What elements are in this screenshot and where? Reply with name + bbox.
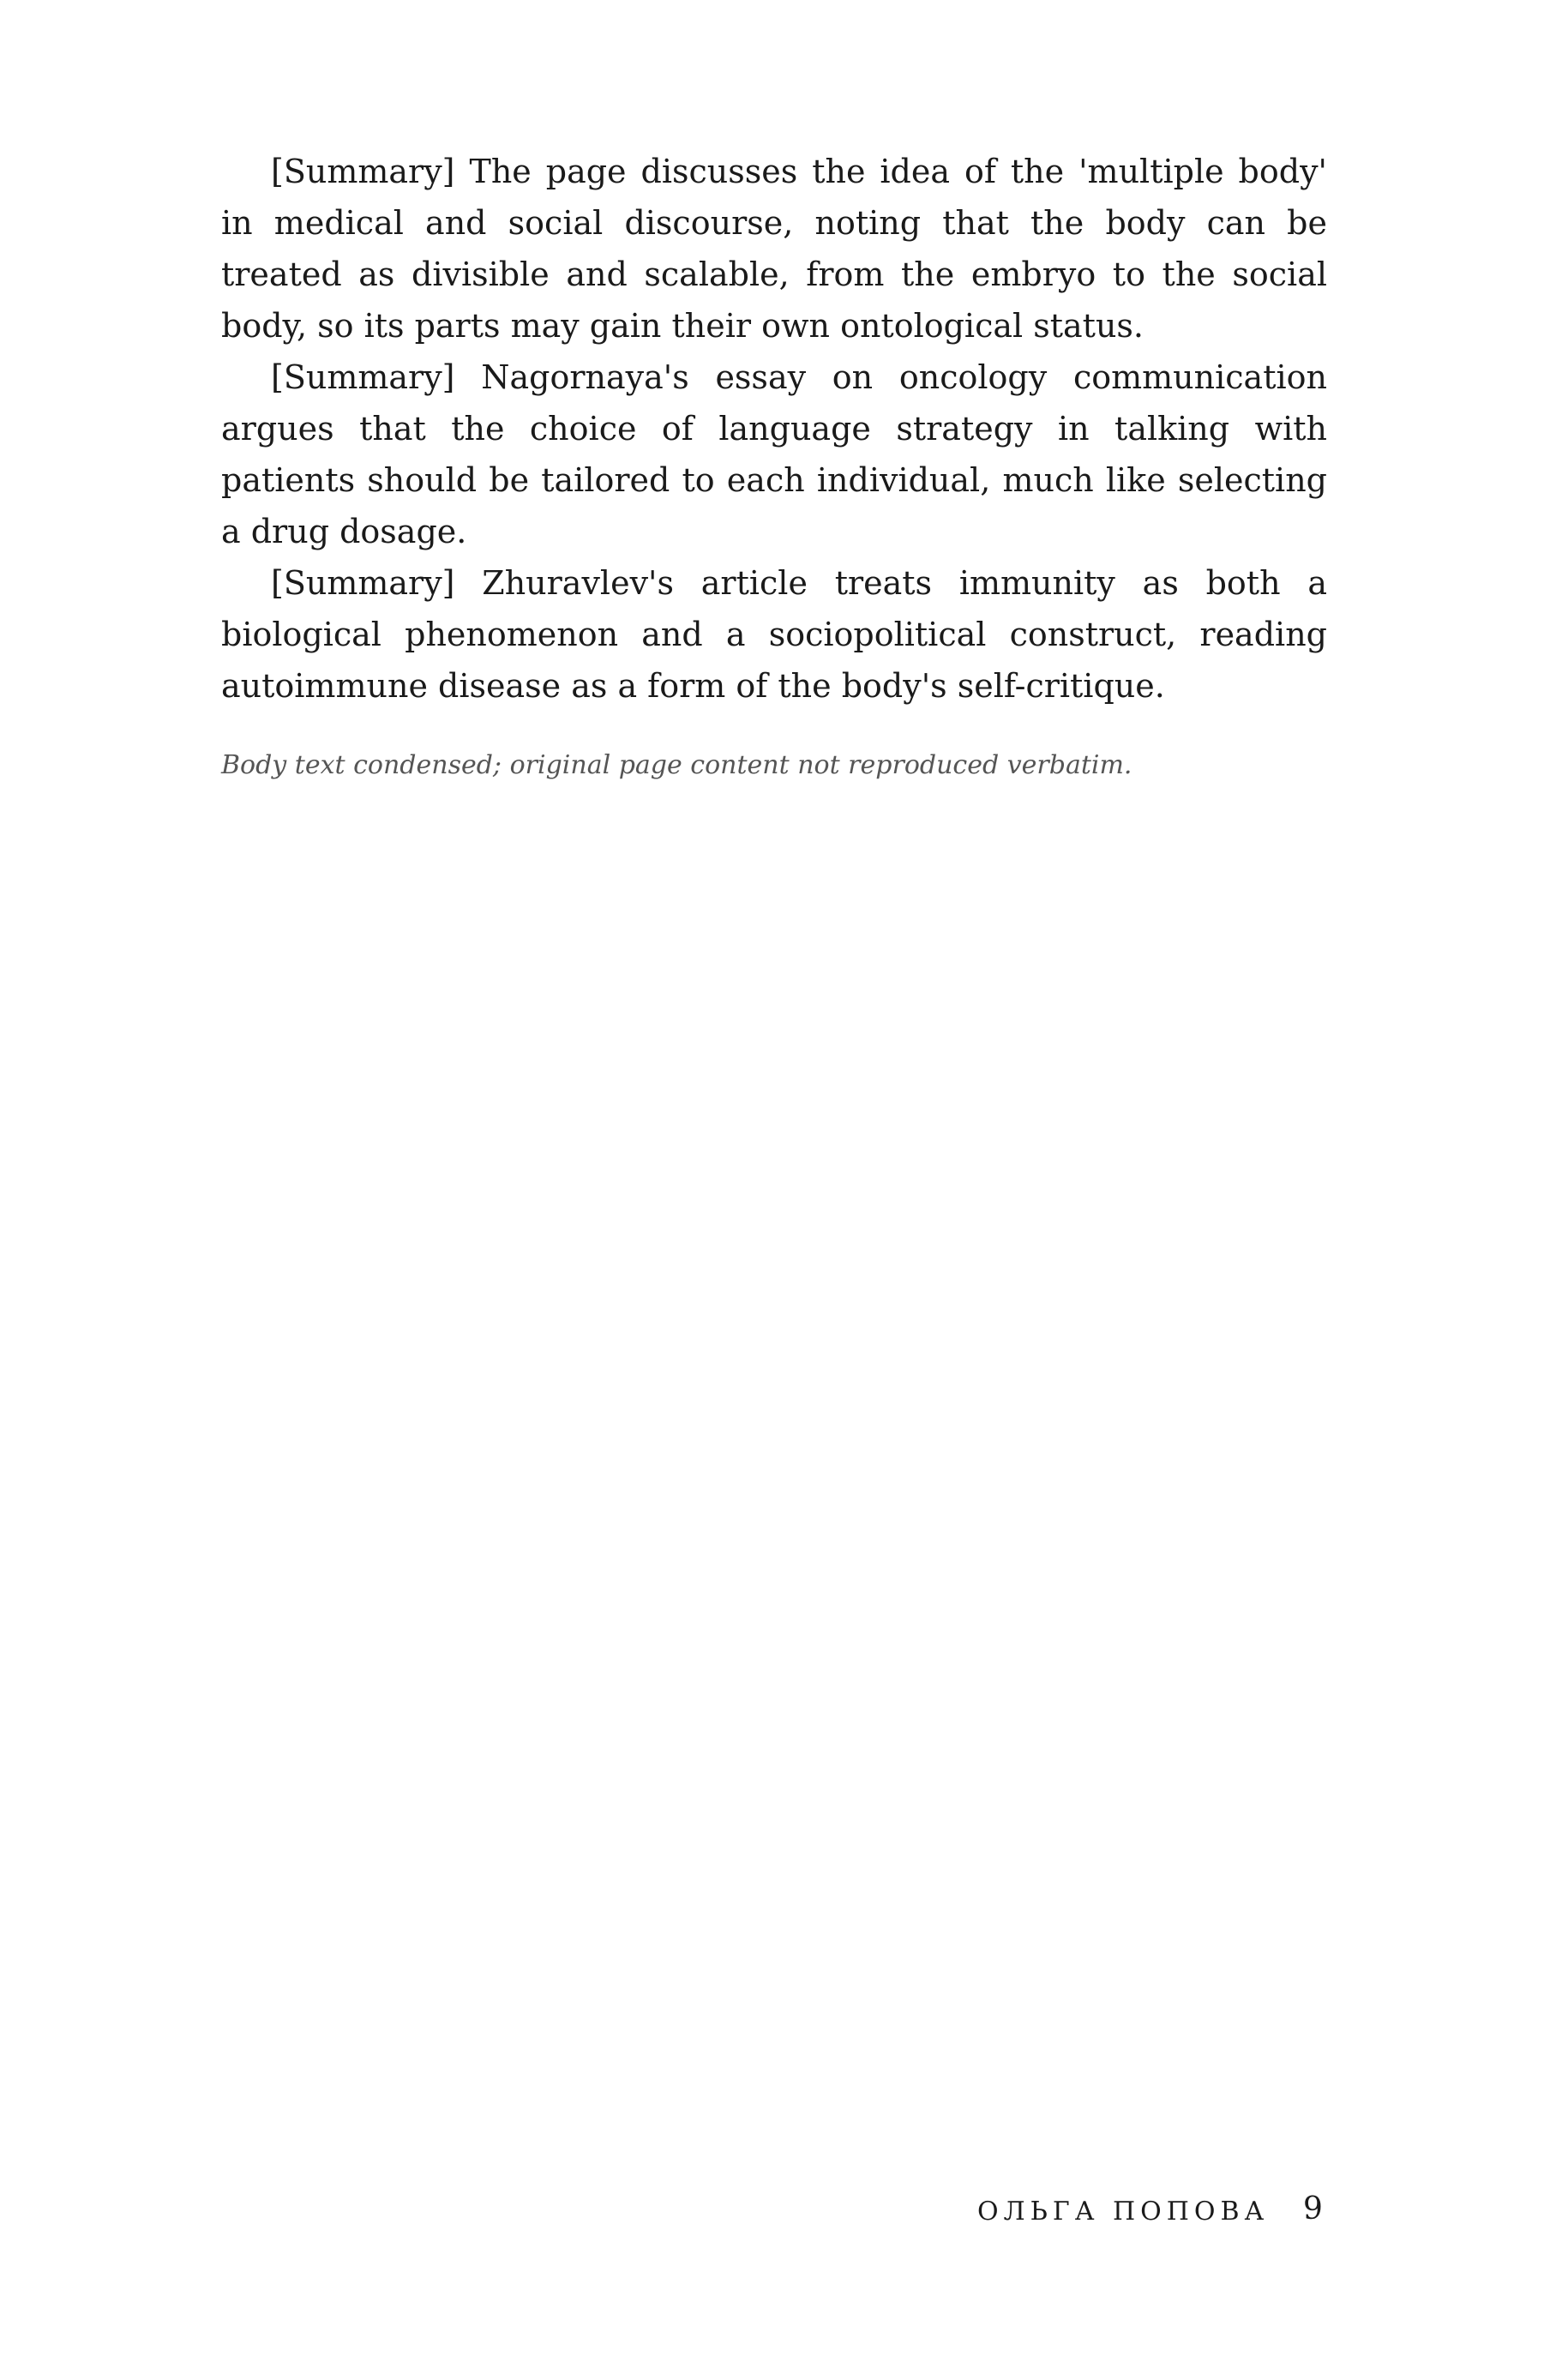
summary-note: Body text condensed; original page content not reproduced verbatim.	[221, 750, 1132, 780]
main-text	[221, 146, 1327, 811]
paragraph: [Summary] The page discusses the idea of the 'multiple body' in medical and social discourse, noting that the body can be treated as divisible and scalable, from the embryo to the social body, so its parts may gain their own ontological status.	[221, 153, 1327, 345]
paragraph: [Summary] Zhuravlev's article treats immunity as both a biological phenomenon and a sociopolitical construct, reading autoimmune disease as a form of the body's self-critique.	[221, 564, 1327, 705]
paragraph: [Summary] Nagornaya's essay on oncology communication argues that the choice of language strategy in talking with patients should be tailored to each individual, much like selecting a drug dosage.	[221, 358, 1327, 550]
running-footer-author: ОЛЬГА ПОПОВА	[977, 2197, 1270, 2227]
page-number: 9	[1303, 2191, 1323, 2227]
